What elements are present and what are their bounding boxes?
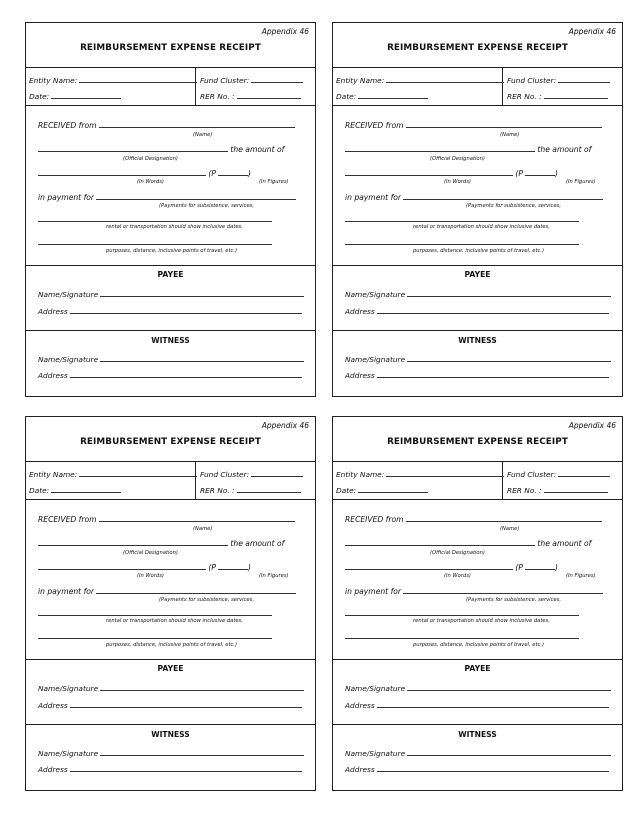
fund-cluster-field[interactable] [251,74,303,83]
payee-name-signature-label: Name/Signature [345,290,406,299]
in-words-caption: (In Words) [137,573,164,579]
reimbursement-receipt [332,416,623,791]
payee-name-signature-row [345,288,611,299]
in-words-caption: (In Words) [444,573,471,579]
fund-cluster-field[interactable] [558,468,610,477]
rer-no-field[interactable] [237,90,301,99]
entity-name-label: Entity Name: [336,470,385,479]
in-words-caption: (In Words) [137,179,164,185]
name-caption: (Name) [193,526,213,532]
fund-cluster-field[interactable] [251,468,303,477]
rer-no-field[interactable] [544,90,608,99]
rer-no-row [507,90,608,101]
payment-for-row [38,191,296,202]
witness-section [333,329,622,397]
fund-cluster-label: Fund Cluster: [200,76,250,85]
appendix-label: Appendix 46 [568,27,616,36]
rer-no-label: RER No. : [507,486,542,495]
receipt-body [26,499,315,659]
receipt-title: REIMBURSEMENT EXPENSE RECEIPT [387,437,568,447]
in-figures-caption: (In Figures) [259,573,289,579]
date-field[interactable] [51,484,121,493]
payment-detail-row-2 [345,630,579,641]
amount-of-label: the amount of [230,539,285,548]
payee-heading: PAYEE [464,270,491,279]
date-label: Date: [29,486,50,495]
rental-caption: rental or transportation should show inclusive dates, [106,618,243,624]
date-row [29,90,121,101]
info-divider [195,461,196,499]
payment-detail-field-2[interactable] [38,236,272,245]
in-payment-for-label: in payment for [345,587,402,596]
witness-address-label: Address [38,765,68,774]
rer-no-label: RER No. : [507,92,542,101]
payee-section [26,659,315,725]
appendix-label: Appendix 46 [261,27,309,36]
date-field[interactable] [358,484,428,493]
payee-address-field[interactable] [70,305,302,314]
official-designation-field[interactable] [345,143,535,152]
payee-name-signature-row [38,682,304,693]
witness-address-label: Address [345,371,375,380]
entity-info-block [26,461,315,500]
payment-for-field[interactable] [403,585,603,594]
witness-name-signature-row [38,353,304,364]
payment-for-field[interactable] [96,585,296,594]
entity-name-label: Entity Name: [29,470,78,479]
fund-cluster-label: Fund Cluster: [507,76,557,85]
purposes-caption: purposes, distance, inclusive points of travel, etc.) [106,248,238,254]
name-caption: (Name) [500,132,520,138]
receipt-header [333,417,622,462]
payee-section [26,265,315,331]
witness-name-signature-label: Name/Signature [345,749,406,758]
payee-name-signature-field[interactable] [407,288,611,297]
payee-name-signature-label: Name/Signature [38,290,99,299]
entity-name-row [29,468,197,479]
payment-detail-row-1 [345,607,579,618]
payee-address-label: Address [38,701,68,710]
purposes-caption: purposes, distance, inclusive points of travel, etc.) [413,248,545,254]
received-from-field[interactable] [406,513,602,522]
payee-section [333,659,622,725]
official-designation-caption: (Official Designation) [430,550,485,556]
info-divider [502,67,503,105]
payment-detail-row-2 [38,630,272,641]
rer-no-label: RER No. : [200,486,235,495]
received-from-row [345,119,602,130]
payment-detail-field-1[interactable] [345,213,579,222]
received-from-row [38,119,295,130]
rer-no-row [200,90,301,101]
in-words-caption: (In Words) [444,179,471,185]
entity-info-block [333,67,622,106]
peso-close: ) [554,563,558,572]
receipt-header [26,23,315,68]
official-designation-field[interactable] [345,537,535,546]
receipt-body [26,105,315,265]
in-payment-for-label: in payment for [38,193,95,202]
witness-section [333,723,622,791]
payee-address-row [345,699,609,710]
name-caption: (Name) [193,132,213,138]
reimbursement-receipt [25,22,316,397]
witness-heading: WITNESS [458,730,497,739]
amount-row [38,167,251,178]
in-payment-for-label: in payment for [38,587,95,596]
official-designation-field[interactable] [38,537,228,546]
payment-for-field[interactable] [403,191,603,200]
in-figures-caption: (In Figures) [566,179,596,185]
peso-label: (P [208,169,216,178]
amount-words-field[interactable] [345,561,513,570]
entity-name-field[interactable] [79,468,197,477]
received-from-label: RECEIVED from [38,121,97,130]
payee-heading: PAYEE [464,664,491,673]
rental-caption: rental or transportation should show inclusive dates, [413,224,550,230]
payee-section [333,265,622,331]
received-from-row [38,513,295,524]
date-field[interactable] [358,90,428,99]
reimbursement-receipt [25,416,316,791]
date-label: Date: [336,486,357,495]
receipt-title: REIMBURSEMENT EXPENSE RECEIPT [387,43,568,53]
date-row [336,484,428,495]
entity-name-row [336,74,504,85]
entity-info-block [26,67,315,106]
amount-figures-field[interactable] [525,167,555,176]
fund-cluster-row [507,468,610,479]
received-from-field[interactable] [406,119,602,128]
receipt-body [333,105,622,265]
payment-detail-field-1[interactable] [38,213,272,222]
witness-name-signature-field[interactable] [100,747,304,756]
receipt-body [333,499,622,659]
designation-row [38,143,284,154]
witness-address-label: Address [345,765,375,774]
amount-row [345,167,558,178]
info-divider [502,461,503,499]
witness-name-signature-row [345,747,611,758]
fund-cluster-label: Fund Cluster: [507,470,557,479]
entity-info-block [333,461,622,500]
witness-name-signature-row [38,747,304,758]
payment-detail-field-1[interactable] [345,607,579,616]
designation-row [345,143,591,154]
witness-name-signature-field[interactable] [407,353,611,362]
info-divider [195,67,196,105]
fund-cluster-row [200,468,303,479]
amount-of-label: the amount of [537,145,592,154]
official-designation-field[interactable] [38,143,228,152]
amount-figures-field[interactable] [218,561,248,570]
appendix-label: Appendix 46 [261,421,309,430]
witness-heading: WITNESS [458,336,497,345]
date-label: Date: [336,92,357,101]
entity-name-field[interactable] [386,74,504,83]
entity-name-row [29,74,197,85]
payee-address-label: Address [38,307,68,316]
witness-name-signature-field[interactable] [100,353,304,362]
peso-close: ) [247,169,251,178]
payee-address-field[interactable] [70,699,302,708]
payee-name-signature-label: Name/Signature [38,684,99,693]
received-from-field[interactable] [99,119,295,128]
witness-address-field[interactable] [377,369,609,378]
rer-no-field[interactable] [237,484,301,493]
witness-section [26,329,315,397]
witness-address-field[interactable] [70,763,302,772]
amount-row [345,561,558,572]
witness-address-row [345,763,609,774]
rental-caption: rental or transportation should show inclusive dates, [106,224,243,230]
peso-close: ) [554,169,558,178]
witness-address-field[interactable] [70,369,302,378]
payee-name-signature-row [345,682,611,693]
received-from-label: RECEIVED from [345,515,404,524]
date-row [336,90,428,101]
payee-heading: PAYEE [157,270,184,279]
payment-detail-row-2 [38,236,272,247]
payment-detail-field-2[interactable] [345,630,579,639]
official-designation-caption: (Official Designation) [123,156,178,162]
payment-detail-row-1 [345,213,579,224]
payee-address-row [38,699,302,710]
in-figures-caption: (In Figures) [259,179,289,185]
amount-words-field[interactable] [38,167,206,176]
appendix-label: Appendix 46 [568,421,616,430]
payee-name-signature-field[interactable] [407,682,611,691]
peso-label: (P [208,563,216,572]
payee-name-signature-field[interactable] [100,682,304,691]
amount-of-label: the amount of [230,145,285,154]
witness-name-signature-label: Name/Signature [38,355,99,364]
received-from-field[interactable] [99,513,295,522]
witness-address-field[interactable] [377,763,609,772]
date-label: Date: [29,92,50,101]
payment-for-field[interactable] [96,191,296,200]
payee-address-field[interactable] [377,699,609,708]
purposes-caption: purposes, distance, inclusive points of travel, etc.) [106,642,238,648]
rental-caption: rental or transportation should show inclusive dates, [413,618,550,624]
payment-for-row [345,191,603,202]
receipt-header [26,417,315,462]
witness-address-row [38,763,302,774]
official-designation-caption: (Official Designation) [123,550,178,556]
peso-close: ) [247,563,251,572]
payment-detail-row-2 [345,236,579,247]
in-figures-caption: (In Figures) [566,573,596,579]
payee-address-label: Address [345,701,375,710]
date-field[interactable] [51,90,121,99]
date-row [29,484,121,495]
amount-figures-field[interactable] [525,561,555,570]
official-designation-caption: (Official Designation) [430,156,485,162]
amount-words-field[interactable] [38,561,206,570]
entity-name-label: Entity Name: [336,76,385,85]
payee-heading: PAYEE [157,664,184,673]
entity-name-label: Entity Name: [29,76,78,85]
witness-name-signature-label: Name/Signature [345,355,406,364]
entity-name-field[interactable] [79,74,197,83]
receipt-title: REIMBURSEMENT EXPENSE RECEIPT [80,437,261,447]
peso-label: (P [515,563,523,572]
witness-name-signature-row [345,353,611,364]
designation-row [38,537,284,548]
rer-no-row [200,484,301,495]
witness-heading: WITNESS [151,730,190,739]
received-from-label: RECEIVED from [345,121,404,130]
received-from-label: RECEIVED from [38,515,97,524]
reimbursement-receipt [332,22,623,397]
payee-address-row [38,305,302,316]
payments-caption: (Payments for subsistence, services, [159,203,255,209]
rer-no-label: RER No. : [200,92,235,101]
designation-row [345,537,591,548]
witness-address-row [38,369,302,380]
payments-caption: (Payments for subsistence, services, [466,597,562,603]
witness-name-signature-field[interactable] [407,747,611,756]
payments-caption: (Payments for subsistence, services, [159,597,255,603]
payment-detail-row-1 [38,607,272,618]
purposes-caption: purposes, distance, inclusive points of travel, etc.) [413,642,545,648]
rer-no-row [507,484,608,495]
payee-address-field[interactable] [377,305,609,314]
received-from-row [345,513,602,524]
fund-cluster-row [507,74,610,85]
amount-words-field[interactable] [345,167,513,176]
entity-name-field[interactable] [386,468,504,477]
fund-cluster-row [200,74,303,85]
payee-address-row [345,305,609,316]
amount-figures-field[interactable] [218,167,248,176]
payment-for-row [345,585,603,596]
payee-name-signature-label: Name/Signature [345,684,406,693]
payee-name-signature-row [38,288,304,299]
payment-for-row [38,585,296,596]
witness-name-signature-label: Name/Signature [38,749,99,758]
payment-detail-field-1[interactable] [38,607,272,616]
payment-detail-field-2[interactable] [345,236,579,245]
peso-label: (P [515,169,523,178]
witness-address-row [345,369,609,380]
in-payment-for-label: in payment for [345,193,402,202]
payment-detail-row-1 [38,213,272,224]
payments-caption: (Payments for subsistence, services, [466,203,562,209]
amount-row [38,561,251,572]
amount-of-label: the amount of [537,539,592,548]
entity-name-row [336,468,504,479]
name-caption: (Name) [500,526,520,532]
payment-detail-field-2[interactable] [38,630,272,639]
fund-cluster-field[interactable] [558,74,610,83]
witness-heading: WITNESS [151,336,190,345]
rer-no-field[interactable] [544,484,608,493]
witness-address-label: Address [38,371,68,380]
payee-address-label: Address [345,307,375,316]
payee-name-signature-field[interactable] [100,288,304,297]
receipt-title: REIMBURSEMENT EXPENSE RECEIPT [80,43,261,53]
witness-section [26,723,315,791]
fund-cluster-label: Fund Cluster: [200,470,250,479]
receipt-header [333,23,622,68]
